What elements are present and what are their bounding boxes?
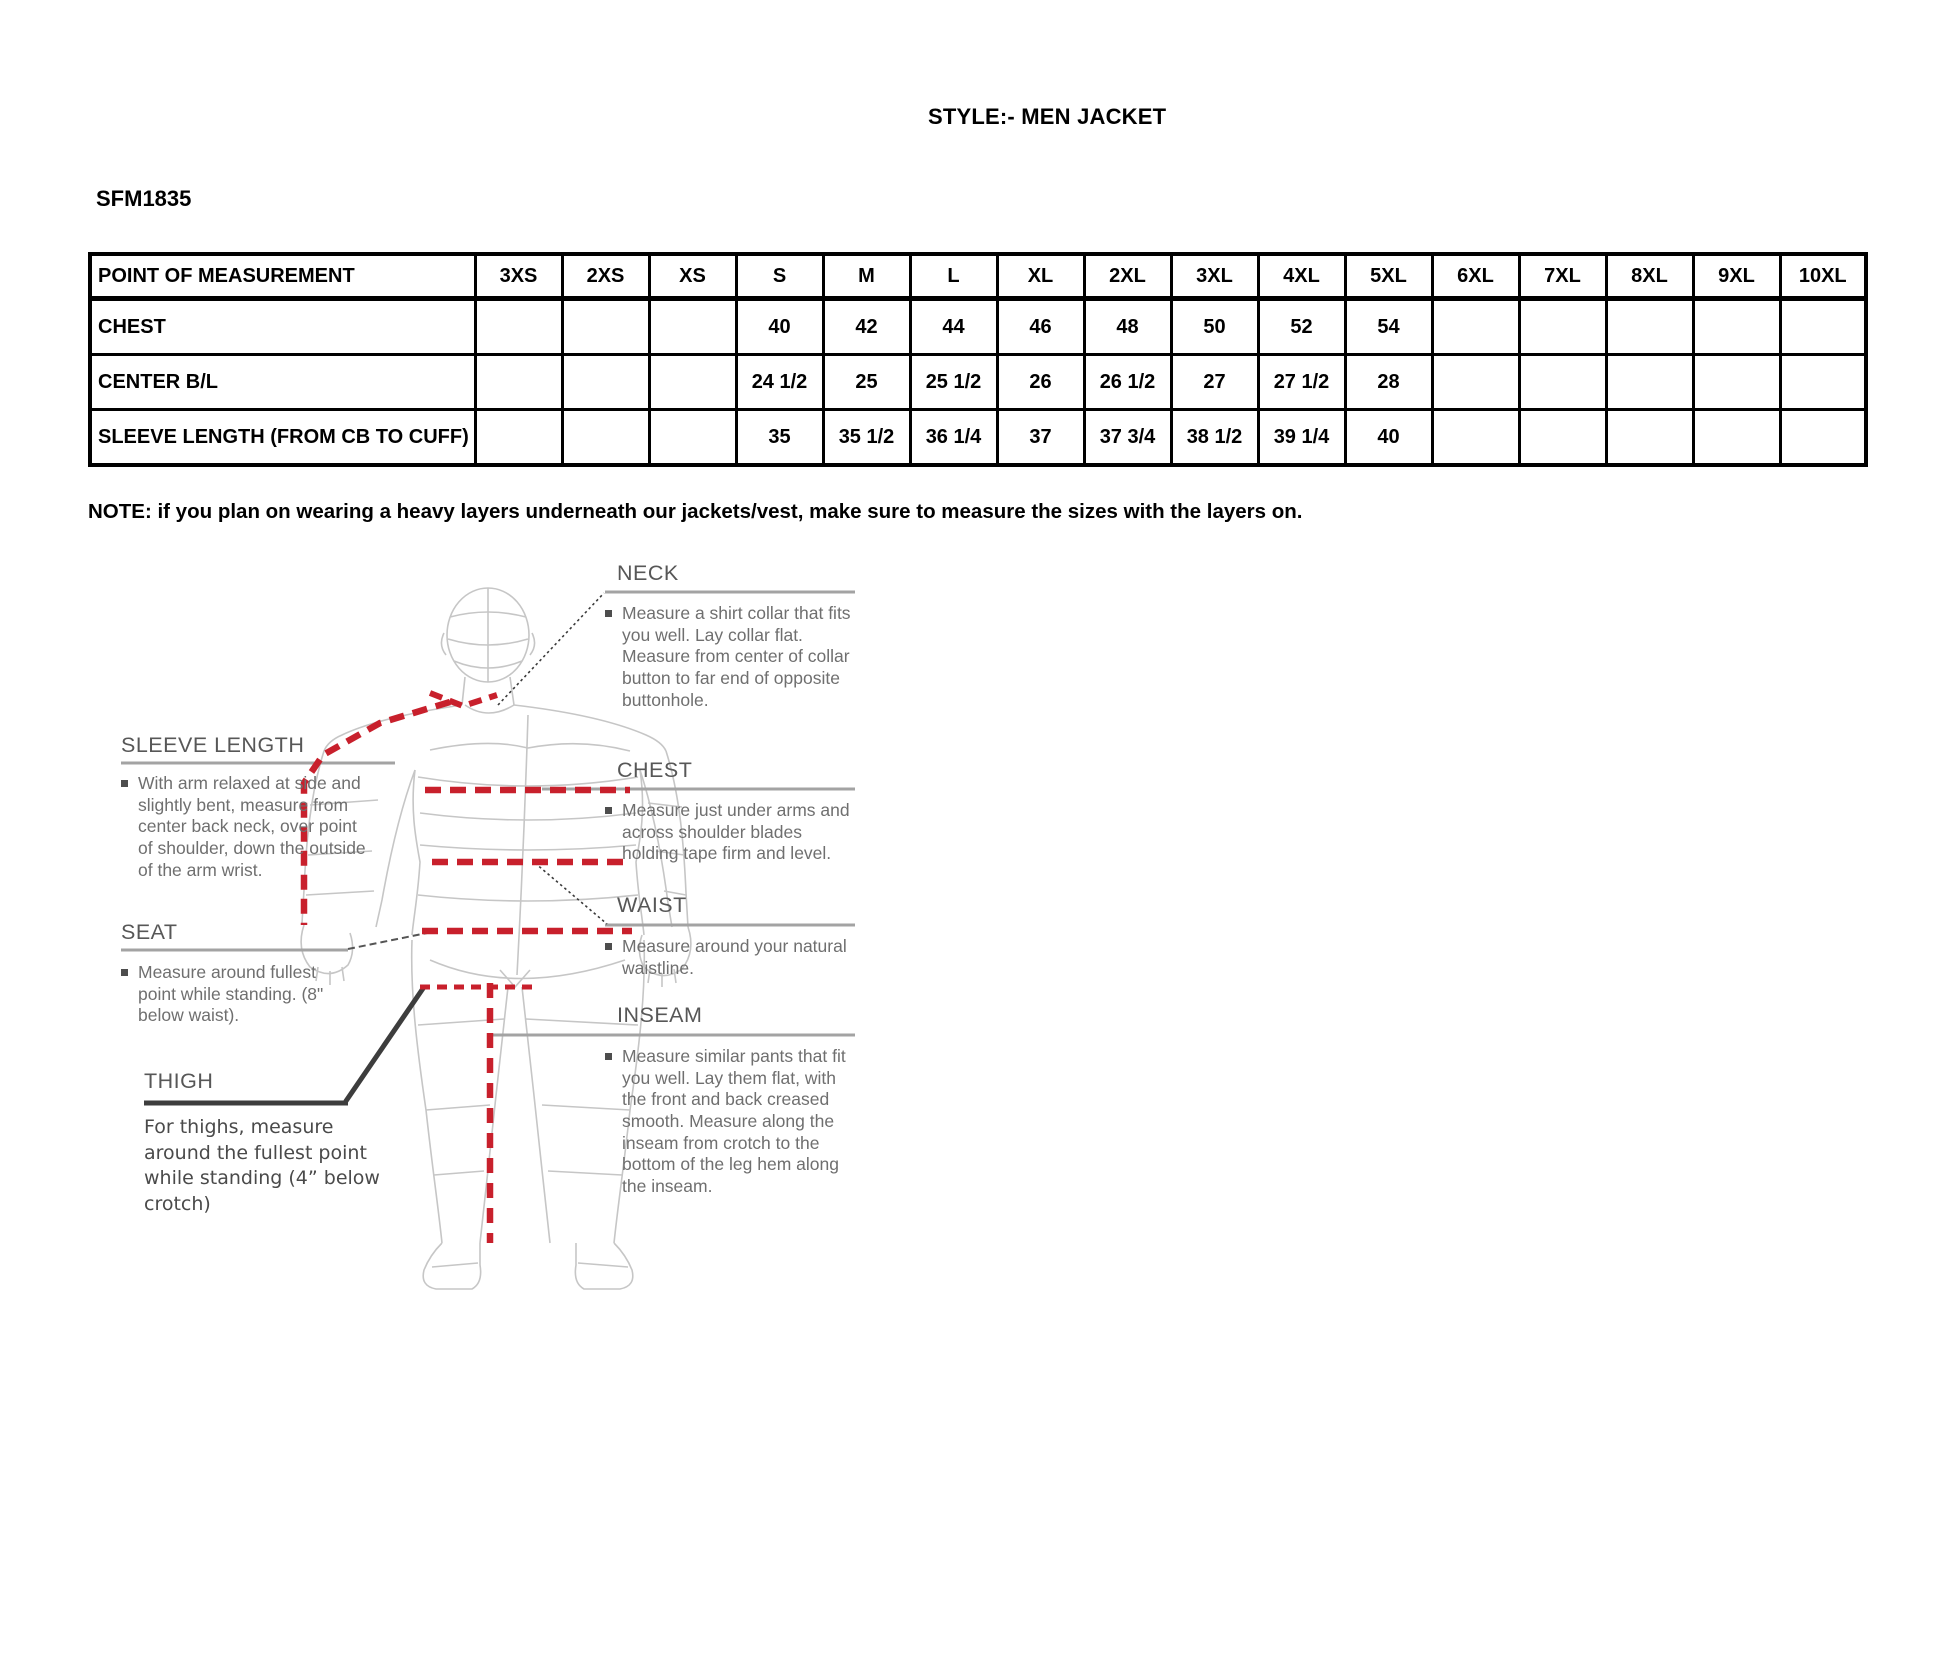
cell [1780, 410, 1866, 466]
header-cell: POINT OF MEASUREMENT [90, 254, 475, 299]
cell: 35 1/2 [823, 410, 910, 466]
cell [1519, 355, 1606, 410]
bullet-icon [605, 807, 612, 814]
bullet-icon [605, 943, 612, 950]
section-chest-description: Measure just under arms and across shoulder blades holding tape firm and level. [605, 800, 857, 865]
section-seat-description: Measure around fullest point while standing. (8" below waist). [121, 962, 356, 1027]
table-row [90, 355, 1866, 410]
section-inseam-title: INSEAM [617, 1003, 703, 1027]
header-cell: 3XS [475, 254, 562, 299]
header-cell: M [823, 254, 910, 299]
cell [1432, 299, 1519, 355]
header-cell: 6XL [1432, 254, 1519, 299]
cell [1519, 299, 1606, 355]
thigh-leader-line [346, 987, 424, 1101]
neck-leader-line [498, 593, 604, 705]
cell: 44 [910, 299, 997, 355]
cell: 27 [1171, 355, 1258, 410]
cell: 40 [1345, 410, 1432, 466]
cell: 37 3/4 [1084, 410, 1171, 466]
section-seat-title: SEAT [121, 920, 178, 944]
header-cell: S [736, 254, 823, 299]
header-cell: 2XS [562, 254, 649, 299]
cell [1519, 410, 1606, 466]
cell: 26 1/2 [1084, 355, 1171, 410]
cell: 26 [997, 355, 1084, 410]
cell [1780, 355, 1866, 410]
cell [1606, 299, 1693, 355]
cell: 50 [1171, 299, 1258, 355]
cell [1432, 410, 1519, 466]
cell [1693, 410, 1780, 466]
cell [649, 299, 736, 355]
page-title: STYLE:- MEN JACKET [928, 104, 1167, 129]
cell: 25 1/2 [910, 355, 997, 410]
row-label: CHEST [90, 299, 475, 355]
header-cell: 10XL [1780, 254, 1866, 299]
seat-leader-line [348, 932, 432, 949]
section-inseam-description: Measure similar pants that fit you well. Lay them flat, with the front and back creased smooth. Measure along the inseam from crotch to the bottom of the leg hem along the inseam. [605, 1046, 857, 1198]
cell [475, 355, 562, 410]
cell [1780, 299, 1866, 355]
cell: 42 [823, 299, 910, 355]
row-label: CENTER B/L [90, 355, 475, 410]
cell [649, 355, 736, 410]
cell [1606, 410, 1693, 466]
cell [562, 355, 649, 410]
cell: 36 1/4 [910, 410, 997, 466]
waist-leader-line [535, 863, 607, 924]
cell: 25 [823, 355, 910, 410]
header-cell: 8XL [1606, 254, 1693, 299]
size-chart-table [88, 252, 1868, 467]
note-text: NOTE: if you plan on wearing a heavy layers underneath our jackets/vest, make sure to measure the sizes with the layers on. [88, 500, 1303, 523]
cell: 46 [997, 299, 1084, 355]
cell: 38 1/2 [1171, 410, 1258, 466]
header-cell: 7XL [1519, 254, 1606, 299]
section-neck-title: NECK [617, 561, 679, 585]
header-cell: 9XL [1693, 254, 1780, 299]
cell: 52 [1258, 299, 1345, 355]
bullet-icon [605, 610, 612, 617]
cell [562, 410, 649, 466]
cell [1693, 355, 1780, 410]
table-row [90, 299, 1866, 355]
cell [475, 410, 562, 466]
header-cell: XS [649, 254, 736, 299]
header-cell: 3XL [1171, 254, 1258, 299]
section-waist-description: Measure around your natural waistline. [605, 936, 857, 979]
cell: 28 [1345, 355, 1432, 410]
section-chest-title: CHEST [617, 758, 693, 782]
header-cell: L [910, 254, 997, 299]
cell: 35 [736, 410, 823, 466]
cell: 40 [736, 299, 823, 355]
bullet-icon [121, 969, 128, 976]
cell: 37 [997, 410, 1084, 466]
cell [649, 410, 736, 466]
cell [1693, 299, 1780, 355]
section-sleeve-title: SLEEVE LENGTH [121, 733, 305, 757]
cell: 54 [1345, 299, 1432, 355]
section-sleeve-description: With arm relaxed at side and slightly bent, measure from center back neck, over point of shoulder, down the outside of the arm wrist. [121, 773, 366, 881]
cell [562, 299, 649, 355]
section-waist-title: WAIST [617, 893, 687, 917]
cell [1606, 355, 1693, 410]
header-cell: 4XL [1258, 254, 1345, 299]
measurement-diagram [80, 555, 880, 1345]
table-header-row [90, 254, 1866, 299]
cell [475, 299, 562, 355]
cell: 27 1/2 [1258, 355, 1345, 410]
cell: 24 1/2 [736, 355, 823, 410]
row-label: SLEEVE LENGTH (FROM CB TO CUFF) [90, 410, 475, 466]
header-cell: 5XL [1345, 254, 1432, 299]
cell: 48 [1084, 299, 1171, 355]
section-thigh-title: THIGH [144, 1069, 214, 1093]
cell: 39 1/4 [1258, 410, 1345, 466]
bullet-icon [121, 780, 128, 787]
bullet-icon [605, 1053, 612, 1060]
table-row [90, 410, 1866, 466]
cell [1432, 355, 1519, 410]
header-cell: XL [997, 254, 1084, 299]
style-code: SFM1835 [96, 186, 192, 211]
header-cell: 2XL [1084, 254, 1171, 299]
section-thigh-description: For thighs, measure around the fullest point while standing (4” below crotch) [144, 1116, 380, 1215]
section-neck-description: Measure a shirt collar that fits you well. Lay collar flat. Measure from center of collar button to far end of opposite buttonhole. [605, 603, 857, 711]
